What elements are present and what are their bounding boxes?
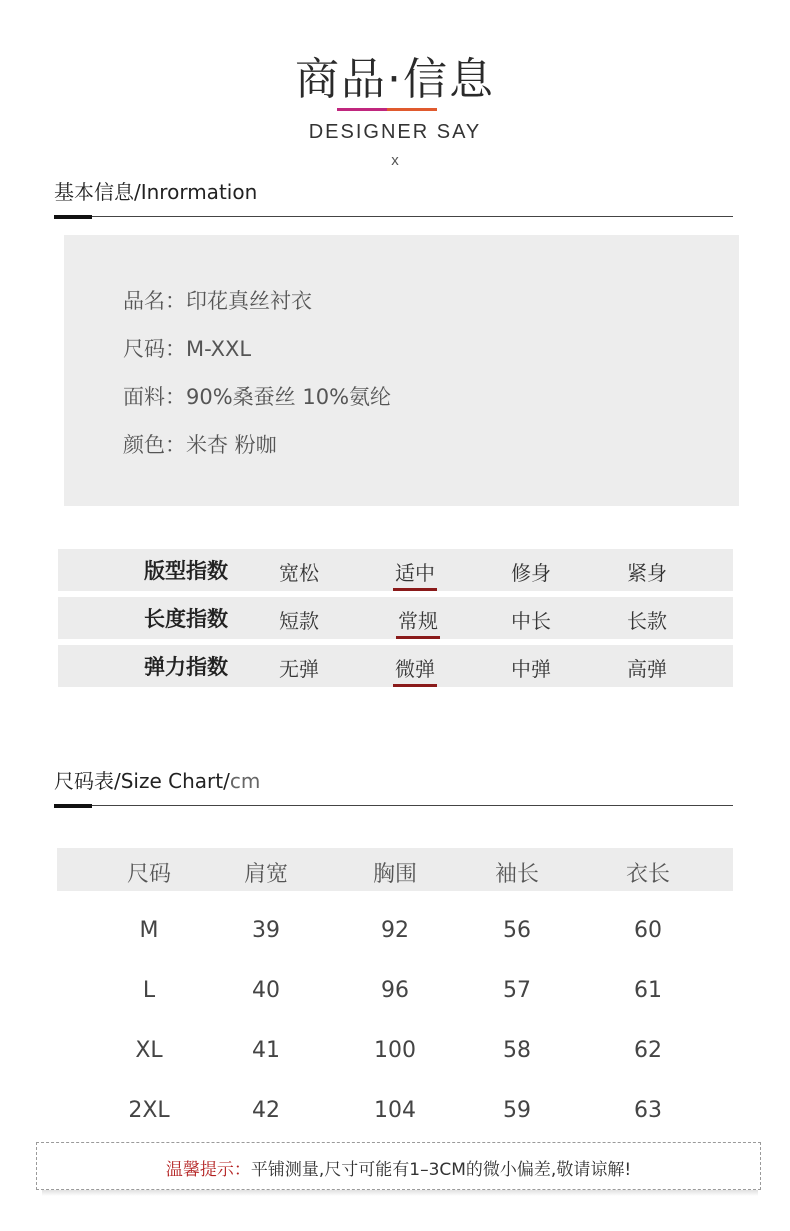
info-line-fabric: 面料：90%桑蚕丝 10%氨纶 <box>123 385 392 409</box>
info-line-color: 颜色：米杏 粉咖 <box>123 433 277 457</box>
table-cell: 60 <box>634 918 662 943</box>
fit-option-selected: 适中 <box>395 557 435 586</box>
basic-info-panel <box>64 235 739 506</box>
stretch-option: 中弹 <box>511 657 551 681</box>
stretch-option: 高弹 <box>627 657 667 681</box>
size-chart-heading-main: 尺码表/Size Chart/ <box>54 769 230 793</box>
fit-option: 修身 <box>511 561 551 585</box>
length-index-row <box>58 597 733 639</box>
table-cell: L <box>142 978 156 1003</box>
basic-info-rule-accent <box>54 215 92 219</box>
table-cell: XL <box>135 1038 163 1063</box>
table-cell: 56 <box>503 918 531 943</box>
length-option: 中长 <box>511 609 551 633</box>
table-cell: 62 <box>634 1038 662 1063</box>
title-underline <box>337 108 437 111</box>
tip-body: 平铺测量,尺寸可能有1–3CM的微小偏差,敬请谅解! <box>250 1160 632 1180</box>
table-cell: 2XL <box>128 1098 170 1123</box>
page-title: 商品·信息 <box>295 54 495 105</box>
tip-box <box>36 1142 761 1190</box>
table-cell: 59 <box>503 1098 531 1123</box>
fit-option: 紧身 <box>627 561 667 585</box>
table-cell: 63 <box>634 1098 662 1123</box>
info-line-name: 品名：印花真丝衬衣 <box>123 289 312 313</box>
fit-index-label: 版型指数 <box>144 559 228 583</box>
length-option-selected: 常规 <box>398 605 438 634</box>
table-cell: 58 <box>503 1038 531 1063</box>
size-chart-heading <box>54 769 260 793</box>
page-subtitle: DESIGNER SAY <box>308 121 482 143</box>
size-chart-rule-accent <box>54 804 92 808</box>
table-cell: 96 <box>381 978 409 1003</box>
column-header-chest: 胸围 <box>372 862 417 887</box>
stretch-option: 无弹 <box>279 657 319 681</box>
table-cell: 104 <box>374 1098 416 1123</box>
table-row <box>57 918 733 948</box>
table-cell: 39 <box>252 918 280 943</box>
column-header-size: 尺码 <box>126 862 171 887</box>
basic-info-rule <box>54 216 733 217</box>
subtitle-mark: x <box>391 152 399 169</box>
stretch-index-label: 弹力指数 <box>144 655 228 679</box>
table-cell: 41 <box>252 1038 280 1063</box>
stretch-index-row <box>58 645 733 687</box>
basic-info-heading: 基本信息/Inrormation <box>54 180 258 204</box>
table-row <box>57 978 733 1008</box>
table-cell: 100 <box>374 1038 416 1063</box>
column-header-sleeve: 袖长 <box>494 862 539 887</box>
length-option: 短款 <box>279 609 319 633</box>
size-chart-heading-unit: cm <box>229 769 261 793</box>
length-option: 长款 <box>627 609 667 633</box>
length-index-label: 长度指数 <box>144 607 228 631</box>
table-cell: 42 <box>252 1098 280 1123</box>
size-table-header <box>57 848 733 891</box>
column-header-shoulder: 肩宽 <box>243 862 288 887</box>
table-row <box>57 1038 733 1068</box>
column-header-length: 衣长 <box>625 862 670 887</box>
tip-text <box>37 1155 760 1180</box>
tip-label: 温馨提示： <box>165 1160 251 1180</box>
fit-option: 宽松 <box>279 561 319 585</box>
stretch-option-selected: 微弹 <box>395 653 435 682</box>
table-cell: 40 <box>252 978 280 1003</box>
size-chart-rule <box>54 805 733 806</box>
table-cell: 92 <box>381 918 409 943</box>
table-row <box>57 1098 733 1128</box>
table-cell: 57 <box>503 978 531 1003</box>
table-cell: M <box>139 918 159 943</box>
info-line-size: 尺码：M-XXL <box>123 337 252 361</box>
table-cell: 61 <box>634 978 662 1003</box>
fit-index-row <box>58 549 733 591</box>
